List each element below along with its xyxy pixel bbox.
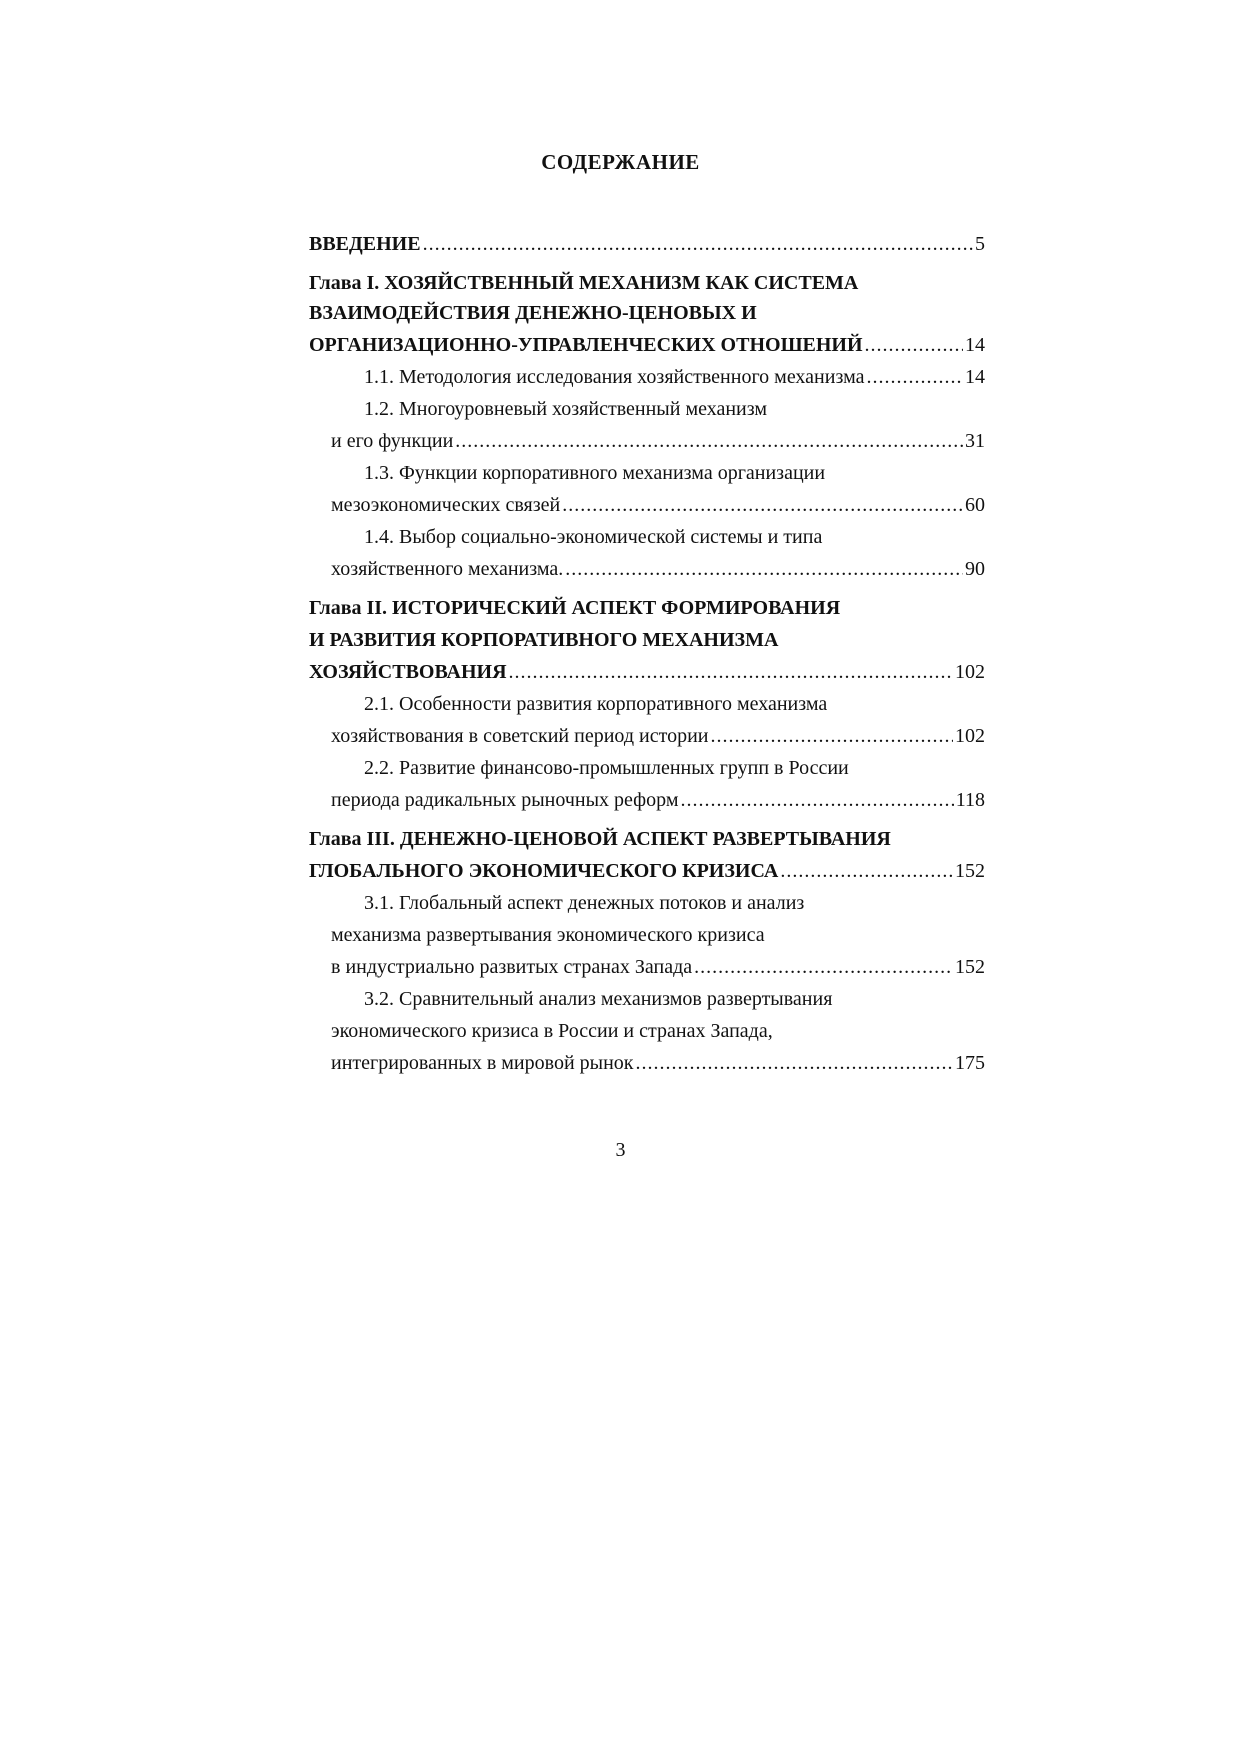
toc-entry-text: ВВЕДЕНИЕ [309,233,421,255]
toc-page-number: 152 [955,956,985,978]
dot-leader [455,428,963,454]
chapter-2-heading-line-3[interactable] [309,659,985,685]
toc-entry-text: хозяйственного механизма. [331,558,564,580]
chapter-2-heading-line-1[interactable]: Глава II. ИСТОРИЧЕСКИЙ АСПЕКТ ФОРМИРОВАНИЯ [309,597,841,619]
section-1-3-line-1[interactable]: 1.3. Функции корпоративного механизма организации [364,462,826,484]
toc-page-number: 14 [965,334,985,356]
toc-page-number: 102 [955,725,985,747]
section-3-1-line-1[interactable]: 3.1. Глобальный аспект денежных потоков и анализ [364,892,805,914]
section-3-1-line-2[interactable]: механизма развертывания экономического кризиса [331,924,765,946]
section-2-2-line-2[interactable] [331,787,985,813]
toc-entry-text: мезоэкономических связей [331,494,561,516]
section-1-1[interactable] [364,364,985,390]
section-1-4-line-2[interactable] [331,556,985,582]
section-3-2-line-2[interactable]: экономического кризиса в России и странах Запада, [331,1020,773,1042]
dot-leader [565,556,963,582]
section-3-2-line-1[interactable]: 3.2. Сравнительный анализ механизмов развертывания [364,988,833,1010]
page-title: СОДЕРЖАНИЕ [541,150,700,174]
dot-leader [636,1050,954,1076]
chapter-3-heading-line-1[interactable]: Глава III. ДЕНЕЖНО-ЦЕНОВОЙ АСПЕКТ РАЗВЕРТЫВАНИЯ [309,828,891,850]
section-2-2-line-1[interactable]: 2.2. Развитие финансово-промышленных групп в России [364,757,849,779]
toc-entry-text: ОРГАНИЗАЦИОННО-УПРАВЛЕНЧЕСКИХ ОТНОШЕНИЙ [309,334,863,356]
toc-page-number: 5 [975,233,985,255]
page-number: 3 [615,1139,626,1161]
toc-page-number: 118 [955,789,985,811]
toc-entry-text: интегрированных в мировой рынок [331,1052,634,1074]
toc-page-number: 14 [965,366,985,388]
toc-entry-text: ХОЗЯЙСТВОВАНИЯ [309,661,507,683]
chapter-1-heading-line-2[interactable]: ВЗАИМОДЕЙСТВИЯ ДЕНЕЖНО-ЦЕНОВЫХ И [309,302,757,324]
toc-page-number: 102 [955,661,985,683]
section-1-4-line-1[interactable]: 1.4. Выбор социально-экономической системы и типа [364,526,823,548]
dot-leader [865,332,963,358]
dot-leader [680,787,953,813]
section-1-3-line-2[interactable] [331,492,985,518]
dot-leader [423,231,973,257]
section-2-1-line-1[interactable]: 2.1. Особенности развития корпоративного механизма [364,693,828,715]
chapter-3-heading-line-2[interactable] [309,858,985,884]
dot-leader [780,858,953,884]
chapter-1-heading-line-3[interactable] [309,332,985,358]
dot-leader [710,723,953,749]
dot-leader [562,492,963,518]
chapter-1-heading-line-1[interactable]: Глава I. ХОЗЯЙСТВЕННЫЙ МЕХАНИЗМ КАК СИСТЕМА [309,272,859,294]
dot-leader [694,954,953,980]
section-1-2-line-1[interactable]: 1.2. Многоуровневый хозяйственный механизм [364,398,768,420]
toc-entry-intro[interactable] [309,231,985,257]
toc-entry-text: 1.1. Методология исследования хозяйственного механизма [364,366,865,388]
toc-entry-text: и его функции [331,430,454,452]
toc-entry-text: хозяйствования в советский период истории [331,725,709,747]
toc-entry-text: в индустриально развитых странах Запада [331,956,693,978]
dot-leader [509,659,953,685]
section-3-2-line-3[interactable] [331,1050,985,1076]
toc-page-number: 90 [965,558,985,580]
toc-page-number: 175 [955,1052,985,1074]
toc-page-number: 152 [955,860,985,882]
dot-leader [866,364,963,390]
toc-page-number: 31 [965,430,985,452]
section-2-1-line-2[interactable] [331,723,985,749]
toc-page-number: 60 [965,494,985,516]
toc-entry-text: ГЛОБАЛЬНОГО ЭКОНОМИЧЕСКОГО КРИЗИСА [309,860,779,882]
section-1-2-line-2[interactable] [331,428,985,454]
section-3-1-line-3[interactable] [331,954,985,980]
chapter-2-heading-line-2[interactable]: И РАЗВИТИЯ КОРПОРАТИВНОГО МЕХАНИЗМА [309,629,779,651]
toc-entry-text: периода радикальных рыночных реформ [331,789,679,811]
